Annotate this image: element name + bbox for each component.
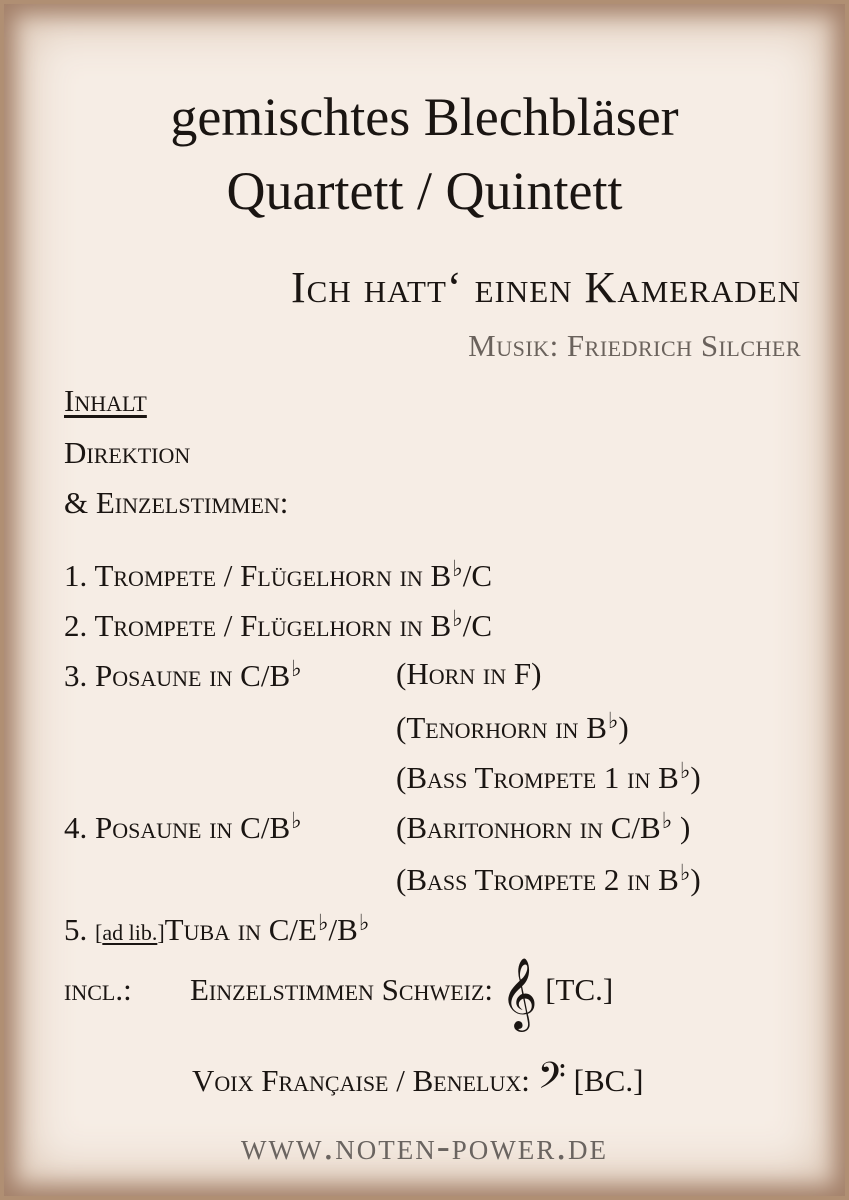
part-4-alt-baritonhorn [396, 808, 690, 846]
flat-icon: ♭ [317, 910, 329, 935]
part-1-text: 1. Trompete / Flügelhorn in B [64, 558, 452, 594]
part-1 [64, 556, 492, 594]
part-4-alt-baritonhorn-text: (Baritonhorn in C/B [396, 810, 661, 846]
website-link[interactable]: www.noten-power.de [241, 1125, 608, 1168]
part-1-suffix: /C [462, 558, 493, 594]
composer-credit: Musik: Friedrich Silcher [468, 328, 801, 363]
song-title: Ich hatt‘ einen Kameraden [291, 263, 801, 312]
flat-icon: ♭ [358, 910, 370, 935]
ad-lib-text: ad lib. [102, 920, 158, 946]
flat-icon: ♭ [679, 860, 691, 885]
title-line-2: Quartett / Quintett [226, 161, 623, 221]
includes-voix [192, 1056, 644, 1105]
part-3 [64, 656, 302, 694]
part-3-alt-horn [396, 656, 541, 692]
part-4-alt-bass-trompete-text: (Bass Trompete 2 in B [396, 862, 679, 898]
flat-icon: ♭ [291, 808, 302, 833]
part-5 [64, 910, 369, 948]
schweiz-code: [TC.] [545, 972, 614, 1007]
flat-icon: ♭ [291, 656, 302, 681]
includes-schweiz [190, 960, 614, 1028]
title-line-1: gemischtes Blechbläser [170, 87, 679, 147]
part-2 [64, 606, 492, 644]
part-3-alt-tenorhorn [396, 708, 629, 746]
part-5-number: 5. [64, 912, 88, 948]
part-4-alt-bass-trompete [396, 860, 701, 898]
flat-icon: ♭ [661, 808, 673, 833]
flat-icon: ♭ [452, 606, 463, 631]
contents-heading: Inhalt [64, 383, 147, 418]
part-3-alt-tenorhorn-text: (Tenorhorn in B [396, 710, 607, 746]
part-5-mid: /B [328, 912, 358, 948]
part-4-alt-bass-trompete-suffix: ) [690, 862, 701, 898]
contents-direktion: Direktion [64, 435, 191, 470]
voix-text: Voix Française / Benelux: [192, 1063, 530, 1098]
bass-clef-icon: 𝄢 [537, 1056, 566, 1105]
part-3-alt-bass-trompete [396, 758, 701, 796]
part-3-text: 3. Posaune in C/B [64, 658, 291, 694]
part-3-alt-bass-trompete-text: (Bass Trompete 1 in B [396, 760, 679, 796]
part-4-text: 4. Posaune in C/B [64, 810, 291, 846]
flat-icon: ♭ [452, 556, 463, 581]
part-4 [64, 808, 302, 846]
treble-clef-icon: 𝄞 [500, 960, 538, 1028]
part-3-alt-bass-trompete-suffix: ) [690, 760, 701, 796]
contents-einzelstimmen: & Einzelstimmen: [64, 485, 289, 520]
part-4-alt-baritonhorn-suffix: ) [672, 810, 691, 846]
schweiz-text: Einzelstimmen Schweiz: [190, 972, 494, 1007]
voix-code: [BC.] [573, 1063, 644, 1098]
part-2-text: 2. Trompete / Flügelhorn in B [64, 608, 452, 644]
part-3-alt-tenorhorn-suffix: ) [618, 710, 629, 746]
part-2-suffix: /C [462, 608, 493, 644]
ad-lib-note: [ad lib.] [95, 920, 165, 946]
includes-label: incl.: [64, 972, 132, 1007]
part-5-text: Tuba in C/E [164, 912, 317, 948]
flat-icon: ♭ [607, 708, 619, 733]
flat-icon: ♭ [679, 758, 691, 783]
part-3-alt-horn-text: (Horn in F) [396, 656, 542, 691]
